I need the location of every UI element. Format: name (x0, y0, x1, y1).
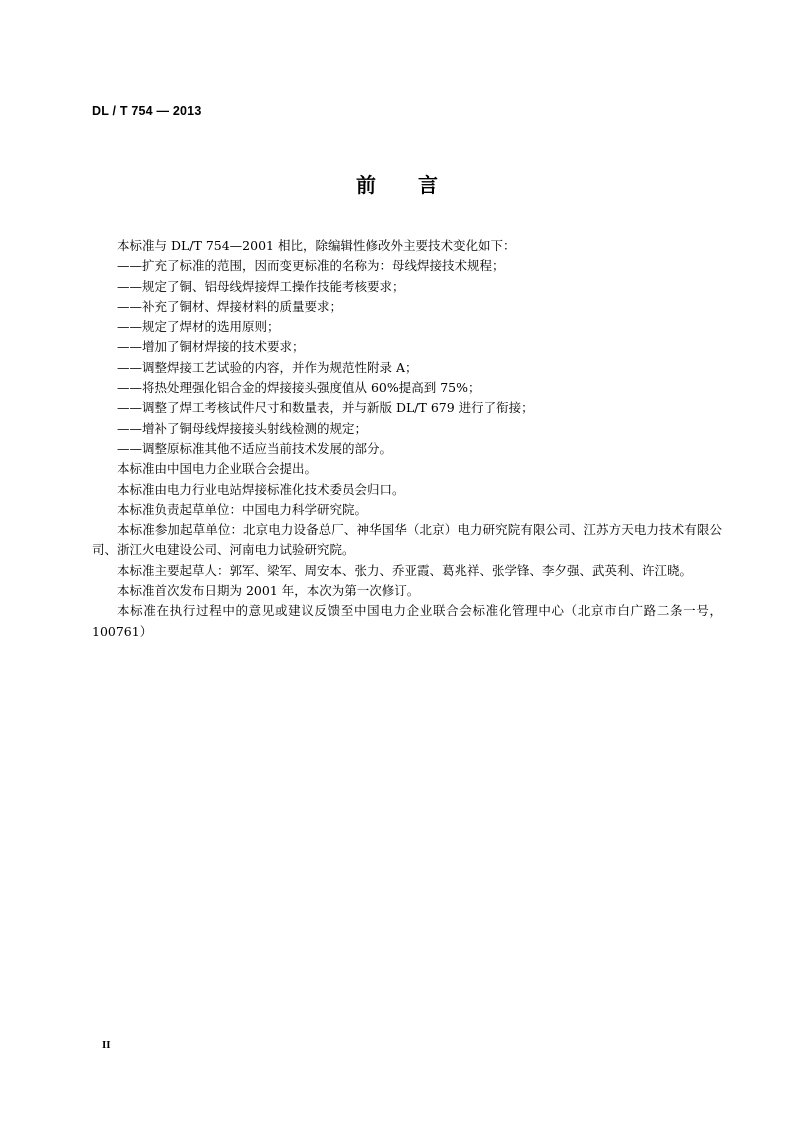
change-item: ——规定了焊材的选用原则； (117, 319, 280, 335)
feedback-paragraph: 本标准在执行过程中的意见或建议反馈至中国电力企业联合会标准化管理中心（北京市白广路二条一号，100761） (92, 603, 722, 639)
document-code: DL / T 754 — 2013 (92, 104, 202, 118)
release-history-paragraph: 本标准首次发布日期为 2001 年，本次为第一次修订。 (117, 583, 420, 599)
change-item: ——调整了焊工考核试件尺寸和数量表，并与新版 DL/T 679 进行了衔接； (117, 400, 534, 416)
page-title: 前言 (356, 173, 480, 197)
page-number: II (102, 1039, 111, 1051)
administrator-paragraph: 本标准由电力行业电站焊接标准化技术委员会归口。 (117, 481, 405, 497)
paragraph-intro: 本标准与 DL/T 754—2001 相比，除编辑性修改外主要技术变化如下： (117, 238, 516, 253)
change-item: ——补充了铜材、焊接材料的质量要求； (117, 298, 343, 314)
change-item: ——将热处理强化铝合金的焊接接头强度值从 60%提高到 75%； (117, 380, 481, 396)
participating-drafters-paragraph: 本标准参加起草单位：北京电力设备总厂、神华国华（北京）电力研究院有限公司、江苏方天电力技术有限公司、浙江火电建设公司、河南电力试验研究院。 (92, 522, 722, 558)
change-item: ——调整焊接工艺试验的内容，并作为规范性附录 A； (117, 359, 418, 375)
change-item: ——调整原标准其他不适应当前技术发展的部分。 (117, 440, 393, 456)
change-item: ——增补了铜母线焊接接头射线检测的规定； (117, 420, 368, 436)
change-item: ——增加了铜材焊接的技术要求； (117, 339, 305, 355)
proposer-paragraph: 本标准由中国电力企业联合会提出。 (117, 461, 318, 477)
main-drafters-paragraph: 本标准主要起草人：郭军、梁军、周安本、张力、乔亚霞、葛兆祥、张学锋、李夕强、武英利、许江晓。 (117, 562, 693, 578)
lead-drafter-paragraph: 本标准负责起草单位：中国电力科学研究院。 (117, 501, 368, 517)
foreword-body (92, 236, 722, 642)
change-item: ——扩充了标准的范围，因而变更标准的名称为：母线焊接技术规程； (117, 258, 505, 274)
change-item: ——规定了铜、铝母线焊接焊工操作技能考核要求； (117, 278, 405, 294)
